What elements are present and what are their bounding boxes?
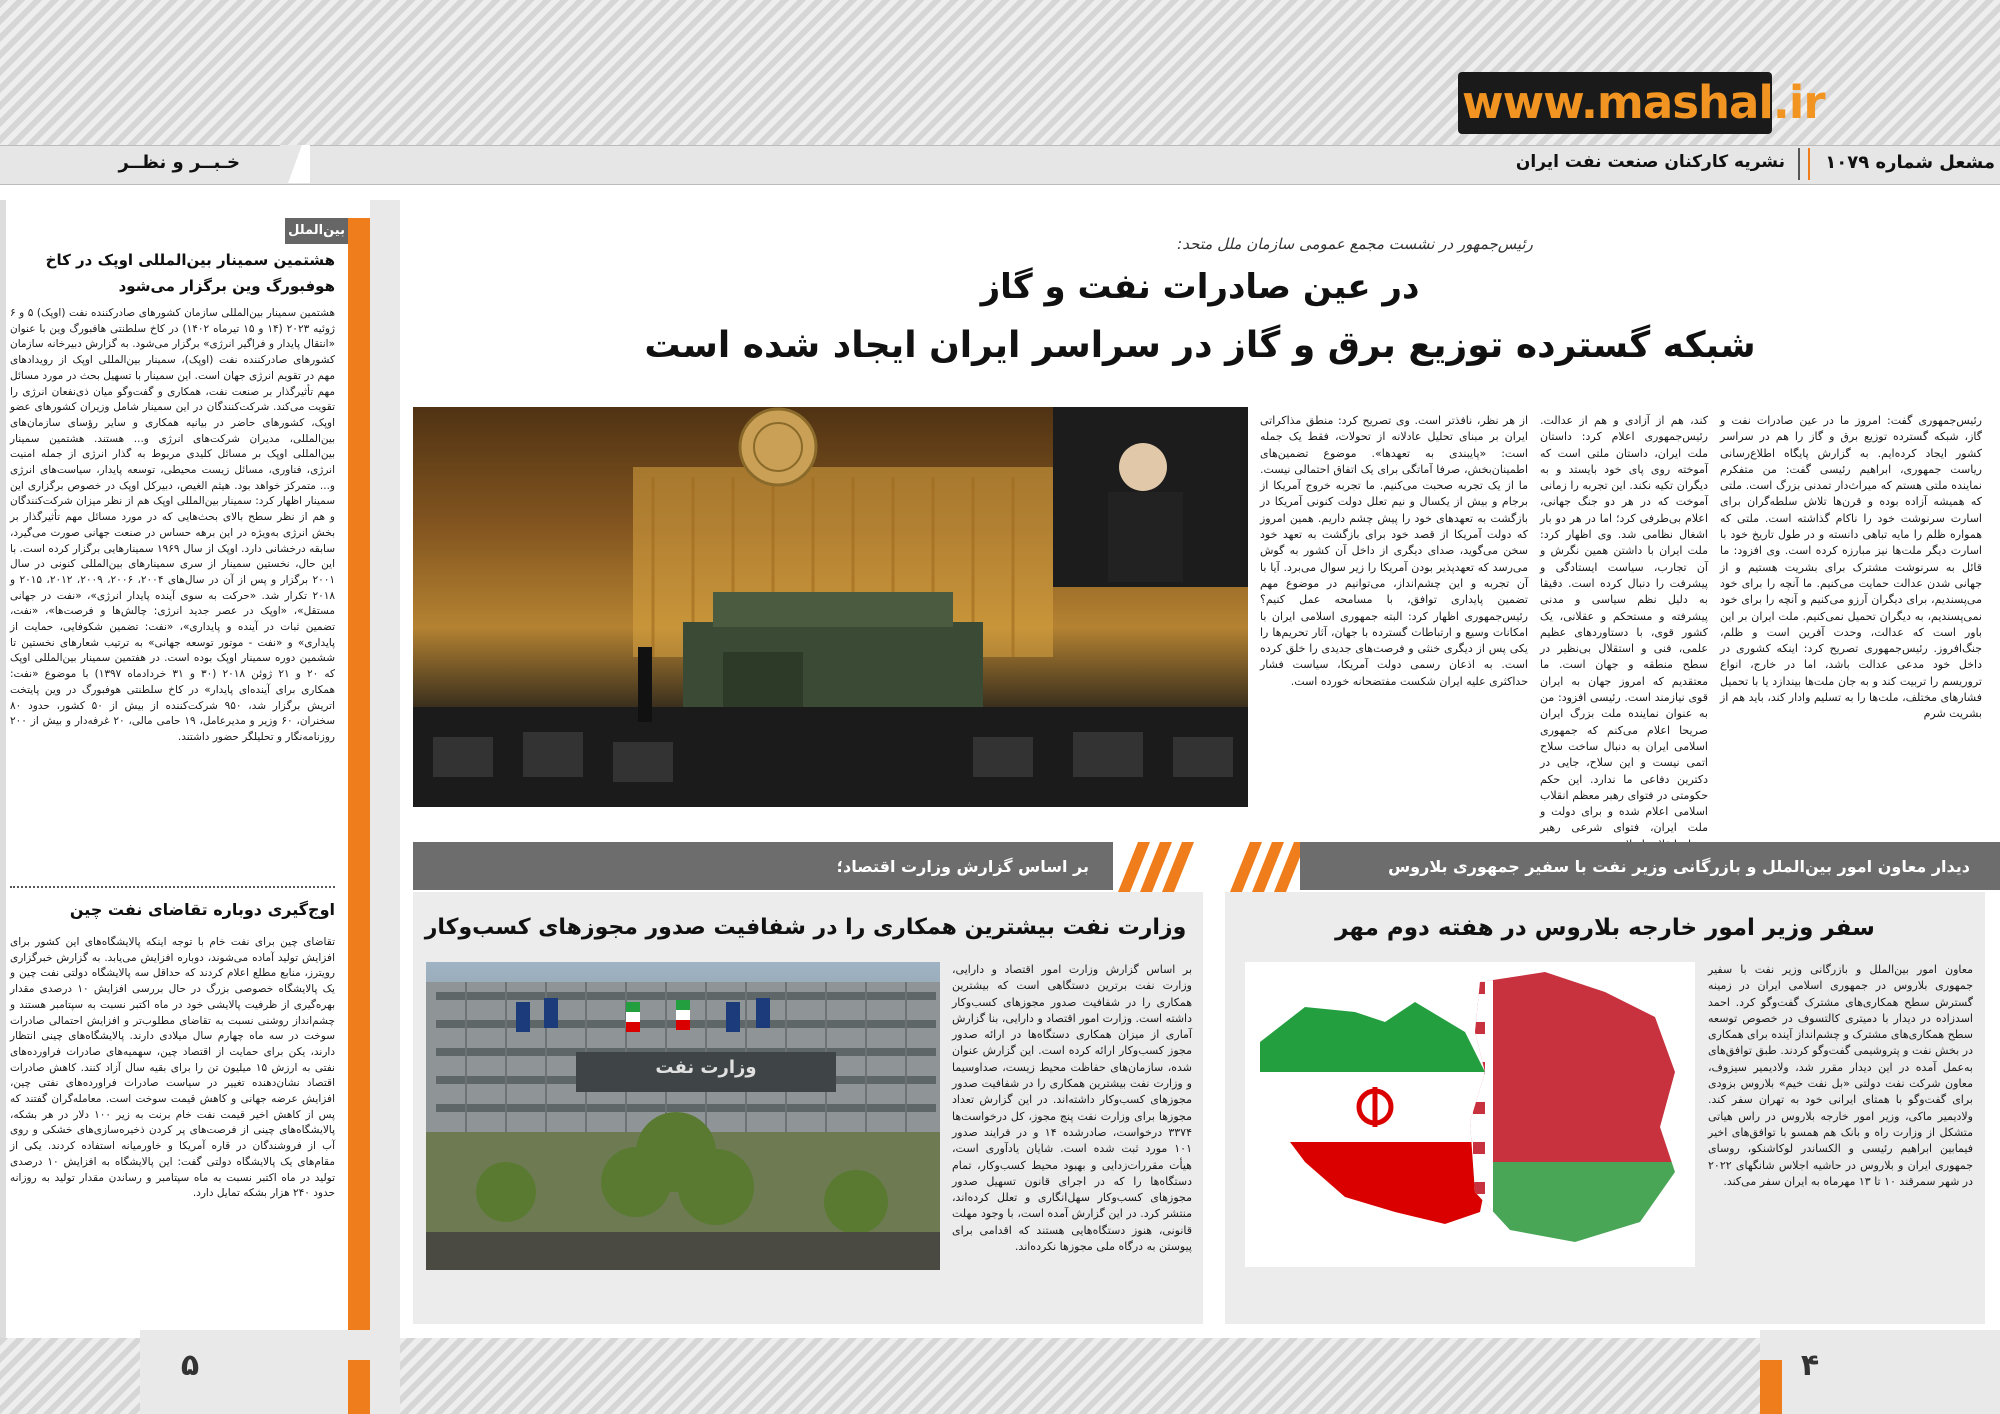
site-url[interactable]: www.mashal.ir [1462,76,1825,129]
main-title-line2: شبکه گسترده توزیع برق و گاز در سراسر ایران ایجاد شده است [644,325,1756,366]
sidebar-article2-body: تقاضای چین برای نفت خام با توجه اینکه پالایشگاه‌های این کشور برای افزایش تولید آماده می‌شوند، دوباره افزایش می‌یابد. به گزارش خبرگزاری رویترز، منابع مطلع اعلام کردند که حداقل سه پالایشگاه دولتی نفت چین و یک پالایشگاه خصوصی بزرگ در حال بررسی افزایش ۱۰ درصدی مقدار بهره‌گیری از ظرفیت پالایشی خود در ماه اکتبر نسبت به سپتامبر هستند و چشم‌انداز روشنی نسبت به تقاضای مطلوب‌تر و افزایش احتمالی صادرات سوخت در سه ماه چهارم سال میلادی دارند. پالایشگاه‌های چینی انتظار دارند، یکن برای حمایت از اقتصاد چین، سهمیه‌های صادرات فراورده‌های نفتی به ارزش ۱۵ میلیون تن را برای بقیه سال آزاد کنند. کاهش صادرات اقتصاد نشان‌دهنده تغییر در سیاست صادرات فراورده‌های نفتی چین، افزایش عرضه جهانی و کاهش قیمت سوخت است. معامله‌گران گفتند که پس از کاهش اخیر قیمت نفت خام برنت به زیر ۱۰۰ دلار در هر بشکه، پالایشگاه‌های چینی از فرصت‌های پر کردن ذخیره‌سازی‌های خشکی و روی آب از فروشندگان در قاره آمریکا و خاورمیانه استفاده کردند. یکی از مقام‌های یک پالایشگاه دولتی گفت: این پالایشگاه به افزایش ۱۰ درصدی تولید در ماه اکتبر نسبت به ماه سپتامبر و رساندن مقدار تولید به روزانه حدود ۲۴۰ هزار بشکه تمایل دارد. [10,936,335,1200]
sidebar-article1-title: هشتمین سمینار بین‌المللی اوپک در کاخ هوفبورگ وین برگزار می‌شود [45,251,335,295]
page-number-left: ۵ [180,1348,200,1383]
footer-orange-right [1760,1360,1782,1414]
chevron-arrows-right [1218,842,1308,892]
main-kicker: رئیس‌جمهور در نشست مجمع عمومی سازمان ملل متحد: [1177,235,1533,253]
building-sign: وزارت نفت [655,1057,757,1078]
section-tab-shape [280,145,310,183]
main-col3: از هر نظر، نافذتر است. وی تصریح کرد: منطق مذاکراتی ایران بر مبنای تحلیل عادلانه از تحولات، فقط یک جمله است: «پایبندی به تعهدها». موضوع تضمین‌های اطمینان‌بخش، صرفا آماتگی برای یک اتفاق احتمالی نیست. ما از یک تجربه صحبت می‌کنیم. ما تجربه خروج آمریکا از برجام و بیش از یکسال و نیم تعلل دولت کنونی آمریکا در بازگشت به تعهدهای خود را پیش چشم داریم. همین امروز که دولت آمریکا از قصد خود برای بازگشت به تعهد خود سخن می‌گوید، صدای دیگری از داخل آن کشور به گوش می‌رسد که تعهدپذیر بودن آمریکا را زیر سوال می‌برد. آیا با آن تجربه و این چشم‌انداز، می‌توانیم در موضوع مهم تضمین پایداری توافق، با مسامحه عمل کنیم؟ رئیس‌جمهوری اظهار کرد: البته جمهوری اسلامی ایران با امکانات وسیع و ارتباطات گسترده با جهان، آثار تحریم‌ها را یکی پس از دیگری خنثی و فرصت‌های جدیدی را خلق کرده است. به اذعان رسمی دولت آمریکا، سیاست فشار حداکثری علیه ایران شکست مفتضحانه خورده است. [1260,414,1528,688]
building-illustration [426,962,940,1270]
ministry-strip-label: بر اساس گزارش وزارت اقتصاد؛ [836,856,1089,876]
sidebar-article1-body: هشتمین سمینار بین‌المللی سازمان کشورهای صادرکننده نفت (اوپک) ۵ و ۶ ژوئیه ۲۰۲۳ (۱۴ و ۱۵ تیرماه ۱۴۰۲) در کاخ سلطنتی هافبورگ وین با عنوان «انتقال پایدار و فراگیر انرژی» برگزار می‌شود. به گزارش دبیرخانه سازمان کشورهای صادرکننده نفت (اوپک)، سمینار بین‌المللی اوپک از رویدادهای مهم در تقویم انرژی جهان است. این سمینار با تسهیل بحث در مورد مسائل مهم تأثیرگذار بر صنعت نفت، همکاری و گفت‌وگو میان ذی‌نفعان انرژی را تقویت می‌کند. شرکت‌کنندگان در این سمینار شامل وزیران کشورهای عضو اوپک، کشورهای حاضر در بیانیه همکاری و سایر رؤسای سازمان‌های بین‌المللی، مدیران شرکت‌های انرژی و... هستند. هشتمین سمینار بین‌المللی اوپک بر مسائل کلیدی مربوط به گذار انرژی از جمله امنیت انرژی، فناوری، مسائل زیست محیطی، توسعه پایدار، سیاست‌های انرژی و... متمرکز خواهد بود. هیثم الغیص، دبیرکل اوپک در خصوص برگزاری این سمینار اظهار کرد: سمینار بین‌المللی اوپک هم از نظر میزان شرکت‌کنندگان و هم از نظر سطح بالای بحث‌هایی که در مورد مسائل مهم تأثیرگذار بر بخش انرژی به‌ویژه در این برهه حساس در صنعت جهانی صورت می‌گیرد، سابقه درخشانی دارد. اوپک از سال ۱۹۶۹ سمینارهایی برگزار کرده است. با این حال، نخستین سمینار از سری سمینارهای بین‌المللی کنونی در سال ۲۰۰۱ برگزار و پس از آن در سال‌های ۲۰۰۴، ۲۰۰۶، ۲۰۰۹، ۲۰۱۲، ۲۰۱۵ و ۲۰۱۸ تکرار شد. «حرکت به سوی آینده پایدار انرژی»، «نفت در جهانی مستقل»، «اوپک در عصر جدید انرژی: چالش‌ها و فرصت‌ها»، «نفت، تضمین ثبات در آینده و پایداری»، «نفت: تضمین شکوفایی، حمایت از پایداری» و «نفت - موتور توسعه جهانی» به ترتیب شعارهای نخستین تا ششمین دوره سمینار اوپک بوده است. در هفتمین سمینار بین‌المللی اوپک که ۲۰ و ۲۱ ژوئن ۲۰۱۸ (۳۰ و ۳۱ خردادماه ۱۳۹۷) با موضوع «نفت: همکاری برای آینده‌ای پایدار» در کاخ سلطنتی هوفبورگ در وین پایتخت اتریش برگزار شد، ۹۵۰ شرکت‌کننده از بیش از ۵۰ کشور، حدود ۸۰ سخنران، ۶۰ وزیر و مدیرعامل، ۱۹ حامی مالی، ۲۰ غرفه‌دار و بیش از ۲۰۰ روزنامه‌نگار و تحلیلگر حضور داشتند. [10,307,336,743]
belarus-strip-label: دیدار معاون امور بین‌الملل و بازرگانی وزیر نفت با سفیر جمهوری بلاروس [1388,856,1970,876]
belarus-strip [1300,842,2000,890]
header-divider [1808,148,1810,180]
chevron-arrows-left [1106,842,1196,892]
publication-subtitle: نشریه کارکنان صنعت نفت ایران [1515,152,1785,172]
sidebar-dotted-divider [10,886,335,888]
maps-figure [1245,962,1695,1267]
ministry-building-photo [426,962,940,1270]
belarus-body: معاون امور بین‌الملل و بازرگانی وزیر نفت با سفیر جمهوری بلاروس در جمهوری اسلامی ایران در زمینه گسترش سطح همکاری‌های مشترک گفت‌وگو کرد. احمد اسدزاده در دیدار با دمیتری کالتسوف در خصوص توسعه سطح همکاری‌های مشترک و چشم‌انداز آینده برای همکاری در بخش نفت و پتروشیمی گفت‌وگو کردند. طبق توافق‌های به‌عمل آمده در این دیدار مقرر شد، ولادیمیر سیزوف، معاون شرکت نفت دولتی «بل نفت خیم» بلاروس بزودی برای گفت‌وگو با همتای ایرانی خود به تهران سفر کند. ولادیمیر ماکی، وزیر امور خارجه بلاروس در راس هیاتی متشکل از وزارت راه و بانک هم همسو با توافق‌های اخیر فیمابین ابراهیم رئیسی و الکساندر لوکاشنکو، روسای جمهوری ایران و بلاروس در حاشیه اجلاس شانگهای ۲۰۲۲ در شهر سمرقند ۱۰ تا ۱۳ مهرماه به ایران سفر می‌کند. [1708,963,1973,1188]
chevron-arrows-icon [1106,842,1196,892]
sidebar-gray-rule [370,200,400,1400]
sidebar-article2-title: اوج‌گیری دوباره تقاضای نفت چین [69,900,335,919]
footer-orange-left [348,1360,370,1414]
header-divider-2 [1798,148,1800,180]
main-col1: رئیس‌جمهوری گفت: امروز ما در عین صادرات نفت و گاز، شبکه گسترده توزیع برق و گاز را هم در سراسر کشور ایجاد کرده‌ایم. به گزارش پایگاه اطلاع‌رسانی ریاست جمهوری، ابراهیم رئیسی گفت: من متفکرم نماینده ملتی هستم که میراث‌دار تمدنی بزرگ است. ملتی که همیشه آزاده بوده و قرن‌ها تلاش سلطه‌گران برای اسارت سرنوشت خود را ناکام گذاشته است. ملتی که همواره ظلم را مایه تباهی دانسته و در طول تاریخ خود با اسارت دیگر ملت‌ها نیز مبارزه کرده است. وی افزود: ما قائل به سرنوشت مشترک برای بشریت هستیم و از جهانی شدن عدالت حمایت می‌کنیم. ما آنچه را برای خود می‌پسندیم، برای دیگران آرزو می‌کنیم و آنچه را برای خود نمی‌پسندیم، به دیگران تحمیل نمی‌کنیم. ملت ایران بر این باور است که عدالت، وحدت آفرین است و ظلم، جنگ‌افروز. رئیس‌جمهوری تصریح کرد: اینکه کشوری در داخل خود مدعی عدالت باشد، اما در خارج، انواع تروریسم را تربیت کند و به جان ملت‌ها بیندازد یا با تحمیل فشارهای مختلف، ملت‌ها را به تسلیم وادار کند، باید هم از بشریت شرم [1720,414,1982,721]
belarus-map [1465,962,1695,1262]
section-tag-text: بین‌الملل [288,223,345,238]
issue-label: مشعل شماره ۱۰۷۹ [1825,152,1995,173]
ministry-title: وزارت نفت بیشترین همکاری را در شفافیت صدور مجوزهای کسب‌وکار [424,915,1187,940]
ministry-body: بر اساس گزارش وزارت امور اقتصاد و دارایی، وزارت نفت برترین دستگاهی است که بیشترین همکاری را در شفافیت صدور مجوزهای کسب‌وکار داشته است. وزارت امور اقتصاد و دارایی، بنا گزارش آماری از میزان همکاری دستگاه‌ها در ارائه صدور مجوز کسب‌وکار ارائه کرده است. این گزارش عنوان شده، سازمان‌های حفاظت محیط زیست، صداوسیما و وزارت نفت بیشترین همکاری را در شفافیت صدور مجوزهای کسب‌وکار داشته‌اند. در این گزارش تعداد مجوزها برای وزارت نفت پنج مجوز، کل درخواست‌ها ۳۳۷۴ درخواست، صادرشده ۱۴ و در فرایند صدور ۱۰۱ مورد ثبت شده است. شایان یادآوری است، هیأت مقررات‌زدایی و بهبود محیط کسب‌وکار، تمام دستگاه‌ها را که در اجرای قانون تسهیل صدور مجوزهای کسب‌وکار سهل‌انگاری و تعلل کرده‌اند، منتشر کرد. در این گزارش آمده است، با وجود مهلت قانونی، هنوز دستگاه‌هایی هستند که اقدامی برای پیوستن به درگاه ملی مجوزها نکرده‌اند. [952,963,1192,1254]
main-col2: کند، هم از آزادی و هم از عدالت. رئیس‌جمهوری اعلام کرد: داستان ملت ایران، داستان ملتی است که آموخته روی پای خود بایستد و به دیگران تکیه نکند. این تجربه را زمانی آموخت که در هر دو جنگ جهانی، اعلام بی‌طرفی کرد؛ اما در هر دو بار اشغال نظامی شد. وی اظهار کرد: ملت ایران با داشتن همین نگرش و آن تجارب، سیاست ایستادگی و پیشرفت را دنبال کرده است. دقیقا به دلیل نظم سیاسی و مدنی پیشرفته و مستحکم و عقلانی، یک کشور قوی، با دستاوردهای عظیم علمی، فنی و استقلال بی‌نظیر در سطح منطقه و جهان است. ما معتقدیم که امروز جهان به ایران قوی نیازمند است. رئیسی افزود: من به عنوان نماینده ملت بزرگ ایران صریحا اعلام می‌کنم که جمهوری اسلامی ایران به دنبال ساخت سلاح اتمی نیست و این سلاح، جایی در دکترین دفاعی ما ندارد. این حکم حکومتی در فتوای رهبر معظم انقلاب اسلامی اعلام شده و برای دولت و ملت ایران، فتوای شرعی رهبر [1540,414,1708,835]
iran-map [1245,962,1505,1242]
sidebar-left-rule [0,200,6,1400]
iran-belarus-maps [1245,962,1695,1267]
page-number-right: ۴ [1800,1348,1820,1383]
un-podium-photo [413,407,1248,807]
un-hall-illustration [413,407,1248,807]
belarus-title: سفر وزیر امور خارجه بلاروس در هفته دوم مهر [1335,915,1875,941]
main-title-line1: در عین صادرات نفت و گاز [980,267,1420,307]
sidebar-orange-rule [348,218,370,1388]
section-label: خـبــر و نظــر [118,152,240,173]
ministry-strip [413,842,1113,890]
chevron-arrows-icon-2 [1218,842,1308,892]
